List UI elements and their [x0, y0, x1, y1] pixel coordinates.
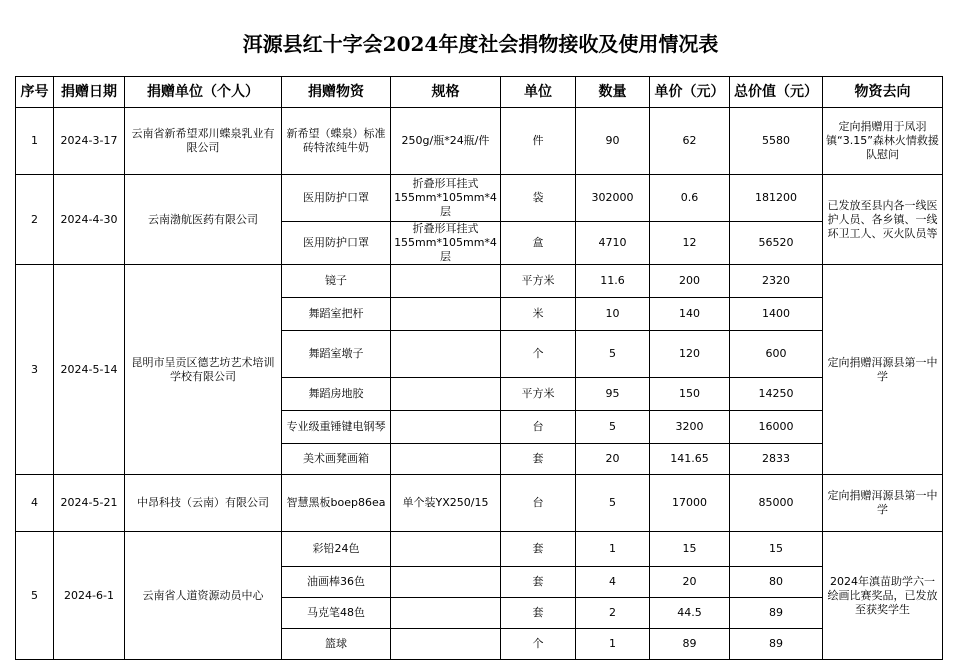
item-spec: 折叠形耳挂式155mm*105mm*4层 — [391, 222, 501, 265]
item-unit-price: 120 — [650, 331, 730, 378]
item-spec — [391, 331, 501, 378]
donation-date: 2024-3-17 — [54, 108, 125, 175]
item-total-value: 89 — [730, 629, 823, 660]
item-unit-price: 62 — [650, 108, 730, 175]
item-name: 彩铅24色 — [282, 532, 391, 567]
item-quantity: 2 — [576, 598, 650, 629]
item-unit-price: 20 — [650, 567, 730, 598]
table-body — [16, 77, 943, 660]
item-total-value: 16000 — [730, 411, 823, 444]
item-total-value: 15 — [730, 532, 823, 567]
donation-date: 2024-6-1 — [54, 532, 125, 660]
item-unit: 个 — [501, 629, 576, 660]
header-cell: 物资去向 — [823, 77, 943, 108]
row-number: 2 — [16, 175, 54, 265]
header-cell: 总价值（元） — [730, 77, 823, 108]
donor-name: 云南省人道资源动员中心 — [125, 532, 282, 660]
item-name: 美术画凳画箱 — [282, 444, 391, 475]
item-name: 专业级重锤键电钢琴 — [282, 411, 391, 444]
item-unit-price: 89 — [650, 629, 730, 660]
item-unit: 台 — [501, 411, 576, 444]
item-quantity: 10 — [576, 298, 650, 331]
item-name: 油画棒36色 — [282, 567, 391, 598]
item-destination: 定向捐赠洱源县第一中学 — [823, 475, 943, 532]
item-destination: 已发放至县内各一线医护人员、各乡镇、一线环卫工人、灭火队员等 — [823, 175, 943, 265]
donor-name: 中昂科技（云南）有限公司 — [125, 475, 282, 532]
donation-date: 2024-5-14 — [54, 265, 125, 475]
item-spec — [391, 265, 501, 298]
item-destination: 定向捐赠用于凤羽镇“3.15”森林火情救援队慰问 — [823, 108, 943, 175]
item-unit-price: 3200 — [650, 411, 730, 444]
item-quantity: 4 — [576, 567, 650, 598]
item-unit: 袋 — [501, 175, 576, 222]
item-unit: 平方米 — [501, 265, 576, 298]
item-spec — [391, 378, 501, 411]
donation-date: 2024-4-30 — [54, 175, 125, 265]
item-unit: 平方米 — [501, 378, 576, 411]
item-unit-price: 0.6 — [650, 175, 730, 222]
row-number: 5 — [16, 532, 54, 660]
table-row — [16, 475, 943, 532]
item-total-value: 2320 — [730, 265, 823, 298]
item-name: 舞蹈房地胶 — [282, 378, 391, 411]
item-quantity: 20 — [576, 444, 650, 475]
table-row — [16, 108, 943, 175]
item-quantity: 11.6 — [576, 265, 650, 298]
item-quantity: 95 — [576, 378, 650, 411]
table-row — [16, 265, 943, 298]
item-unit-price: 200 — [650, 265, 730, 298]
item-unit-price: 17000 — [650, 475, 730, 532]
item-destination: 2024年滇苗助学六一绘画比赛奖品，已发放至获奖学生 — [823, 532, 943, 660]
item-unit-price: 15 — [650, 532, 730, 567]
page-title: 洱源县红十字会2024年度社会捐物接收及使用情况表 — [242, 32, 719, 56]
item-total-value: 5580 — [730, 108, 823, 175]
item-unit: 台 — [501, 475, 576, 532]
item-name: 舞蹈室把杆 — [282, 298, 391, 331]
item-unit: 个 — [501, 331, 576, 378]
header-cell: 捐赠物资 — [282, 77, 391, 108]
item-total-value: 80 — [730, 567, 823, 598]
item-name: 新希望（蝶泉）标准砖特浓纯牛奶 — [282, 108, 391, 175]
item-name: 医用防护口罩 — [282, 222, 391, 265]
item-spec — [391, 629, 501, 660]
item-name: 舞蹈室墩子 — [282, 331, 391, 378]
header-cell: 序号 — [16, 77, 54, 108]
item-quantity: 1 — [576, 629, 650, 660]
item-total-value: 56520 — [730, 222, 823, 265]
item-name: 镜子 — [282, 265, 391, 298]
item-total-value: 1400 — [730, 298, 823, 331]
header-cell: 单位 — [501, 77, 576, 108]
item-unit: 套 — [501, 444, 576, 475]
row-number: 4 — [16, 475, 54, 532]
item-spec: 单个装YX250/15 — [391, 475, 501, 532]
item-total-value: 14250 — [730, 378, 823, 411]
item-spec — [391, 598, 501, 629]
header-cell: 单价（元） — [650, 77, 730, 108]
row-number: 1 — [16, 108, 54, 175]
item-quantity: 5 — [576, 411, 650, 444]
header-cell: 数量 — [576, 77, 650, 108]
item-quantity: 302000 — [576, 175, 650, 222]
item-quantity: 4710 — [576, 222, 650, 265]
item-spec — [391, 411, 501, 444]
header-cell: 捐赠单位（个人） — [125, 77, 282, 108]
item-unit-price: 12 — [650, 222, 730, 265]
item-name: 马克笔48色 — [282, 598, 391, 629]
item-total-value: 85000 — [730, 475, 823, 532]
item-quantity: 90 — [576, 108, 650, 175]
item-unit: 盒 — [501, 222, 576, 265]
donor-name: 云南渤航医药有限公司 — [125, 175, 282, 265]
donation-date: 2024-5-21 — [54, 475, 125, 532]
item-spec: 折叠形耳挂式155mm*105mm*4层 — [391, 175, 501, 222]
item-total-value: 181200 — [730, 175, 823, 222]
item-name: 医用防护口罩 — [282, 175, 391, 222]
donor-name: 云南省新希望邓川蝶泉乳业有限公司 — [125, 108, 282, 175]
item-unit: 米 — [501, 298, 576, 331]
item-unit-price: 150 — [650, 378, 730, 411]
item-total-value: 600 — [730, 331, 823, 378]
donation-table — [15, 76, 943, 660]
item-unit-price: 44.5 — [650, 598, 730, 629]
header-row — [16, 77, 943, 108]
donor-name: 昆明市呈贡区德艺坊艺术培训学校有限公司 — [125, 265, 282, 475]
item-quantity: 5 — [576, 331, 650, 378]
item-spec — [391, 532, 501, 567]
item-unit: 件 — [501, 108, 576, 175]
item-unit: 套 — [501, 598, 576, 629]
item-unit: 套 — [501, 567, 576, 598]
item-name: 篮球 — [282, 629, 391, 660]
item-total-value: 2833 — [730, 444, 823, 475]
item-name: 智慧黑板boep86ea — [282, 475, 391, 532]
table-row — [16, 532, 943, 567]
item-spec: 250g/瓶*24瓶/件 — [391, 108, 501, 175]
item-spec — [391, 298, 501, 331]
header-cell: 捐赠日期 — [54, 77, 125, 108]
item-unit-price: 140 — [650, 298, 730, 331]
table-row — [16, 175, 943, 222]
item-spec — [391, 567, 501, 598]
item-total-value: 89 — [730, 598, 823, 629]
item-spec — [391, 444, 501, 475]
item-quantity: 1 — [576, 532, 650, 567]
item-unit-price: 141.65 — [650, 444, 730, 475]
item-unit: 套 — [501, 532, 576, 567]
item-quantity: 5 — [576, 475, 650, 532]
header-cell: 规格 — [391, 77, 501, 108]
item-destination: 定向捐赠洱源县第一中学 — [823, 265, 943, 475]
row-number: 3 — [16, 265, 54, 475]
